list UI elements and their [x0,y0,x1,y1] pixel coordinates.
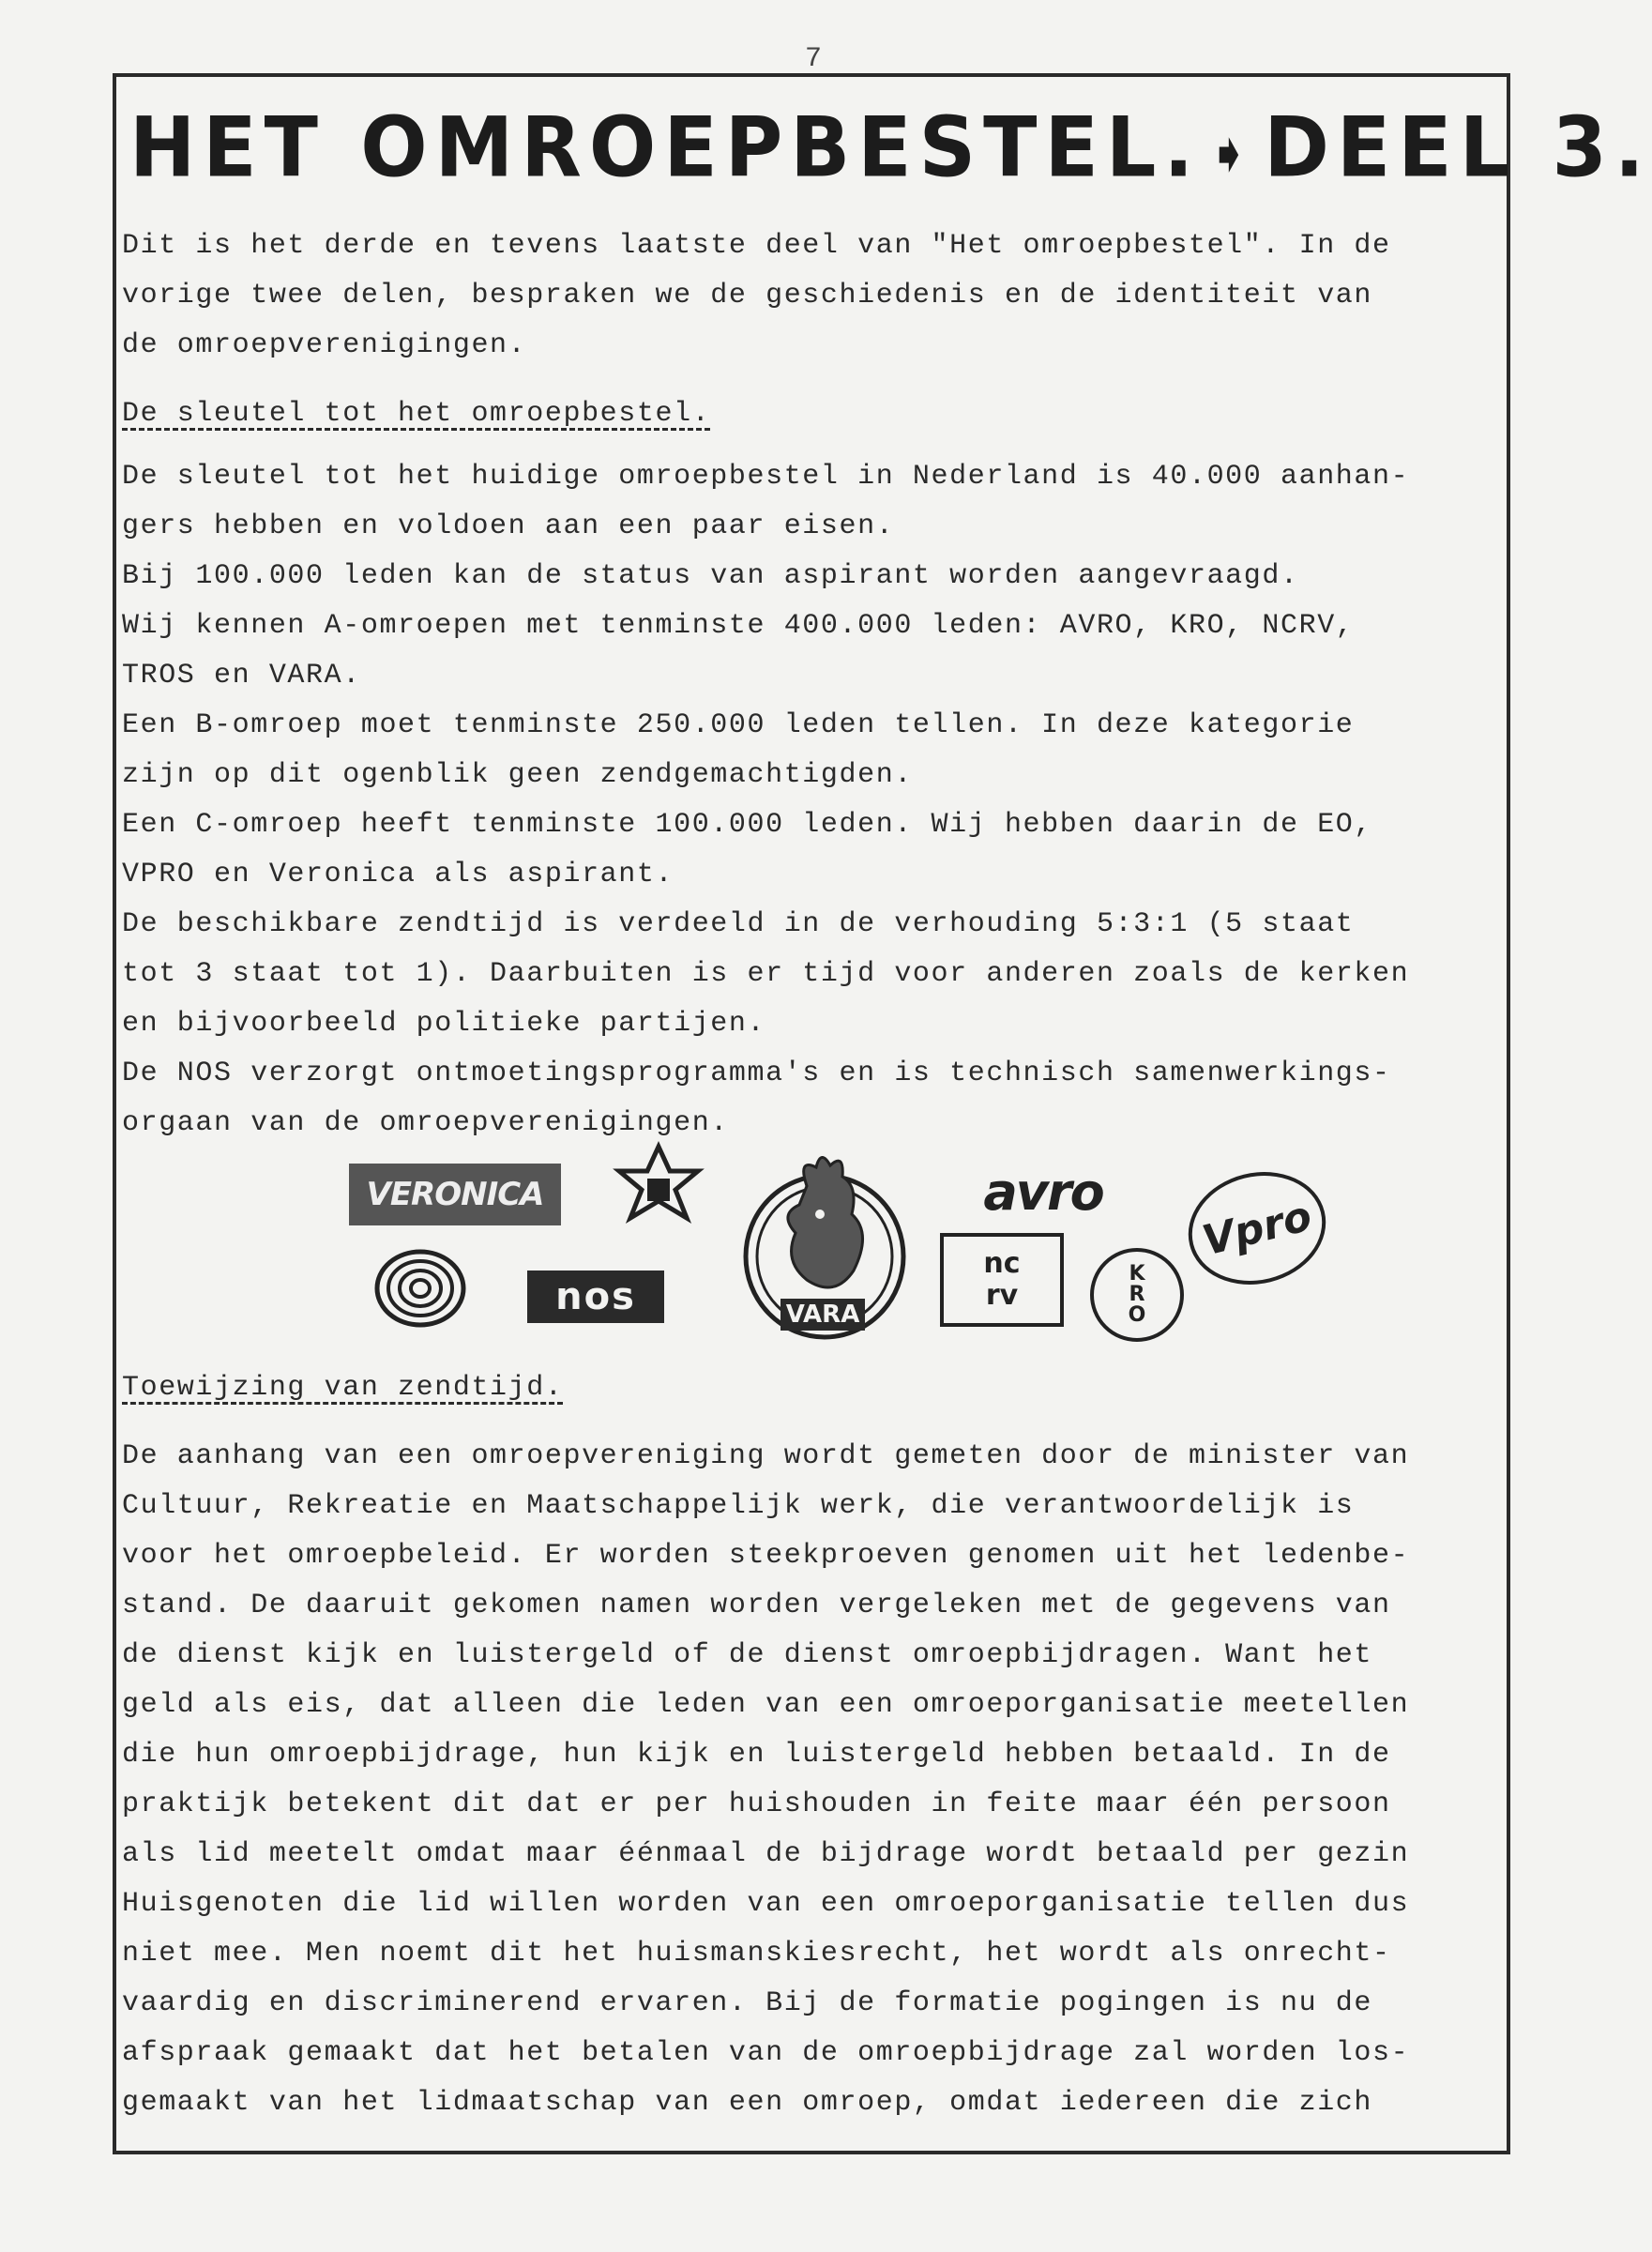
section-heading-sleutel: De sleutel tot het omroepbestel. [122,398,711,430]
eo-star-emblem-icon [612,1143,705,1237]
title-right: DEEL 3. [1264,99,1652,196]
vara-logo-label: VARA [781,1299,865,1331]
vpro-logo: Vpro [1176,1158,1338,1299]
section-body-sleutel: De sleutel tot het huidige omroepbestel in Nederland is 40.000 aanhan- gers hebben en voldoen aan een paar eisen. Bij 100.000 leden kan de status van aspirant worden aangevraagd. Wij kennen A-omroepen met tenminste 400.000 leden: AVRO, KRO, NCRV, TROS en VARA. Een B-omroep moet tenminste 250.000 leden tellen. In deze kategorie zijn op dit ogenblik geen zendgemachtigden. Een C-omroep heeft tenminste 100.000 leden. Wij hebben daarin de EO, VPRO en Veronica als aspirant. De beschikbare zendtijd is verdeeld in de verhouding 5:3:1 (5 staat tot 3 staat tot 1). Daarbuiten is er tijd voor anderen zoals de kerken en bijvoorbeeld politieke partijen. De NOS verzorgt ontmoetingsprogramma's en is technisch samenwerkings- orgaan van de omroepverenigingen. [122,461,1410,1139]
section-heading-toewijzing: Toewijzing van zendtijd. [122,1372,564,1404]
veronica-logo: VERONICA [349,1164,561,1225]
arrow-icon: ➧ [1206,121,1259,186]
page-number: 7 [805,43,823,75]
ncrv-logo [940,1233,1064,1327]
nos-logo: nos [527,1271,664,1323]
tros-circle-emblem-icon [373,1248,467,1329]
ncrv-logo-bottom: rv [985,1279,1019,1312]
kro-logo-r: R [1129,1283,1145,1306]
intro-paragraph: Dit is het derde en tevens laatste deel van "Het omroepbestel". In de vorige twee delen, bespraken we de geschiedenis en de identiteit van de omroepverenigingen. [122,230,1391,361]
kro-logo-o: O [1128,1303,1146,1327]
title-left: HET OMROEPBESTEL. [129,99,1202,196]
article-title [129,99,1652,196]
kro-logo-k: K [1129,1262,1145,1286]
section-body-toewijzing: De aanhang van een omroepvereniging wordt gemeten door de minister van Cultuur, Rekreatie en Maatschappelijk werk, die verantwoordelijk is voor het omroepbeleid. Er worden steekproeven genomen uit het ledenbe- stand. De daaruit gekomen namen worden vergeleken met de gegevens van de dienst kijk en luistergeld of de dienst omroepbijdragen. Want het geld als eis, dat alleen die leden van een omroeporganisatie meetellen die hun omroepbijdrage, hun kijk en luistergeld hebben betaald. In de praktijk betekent dit dat er per huishouden in feite maar één persoon als lid meetelt omdat maar éénmaal de bijdrage wordt betaald per gezin Huisgenoten die lid willen worden van een omroeporganisatie tellen dus niet mee. Men noemt dit het huismanskiesrecht, het wordt als onrecht- vaardig en discriminerend ervaren. Bij de formatie pogingen is nu de afspraak gemaakt dat het betalen van de omroepbijdrage zal worden los- gemaakt van het lidmaatschap van een omroep, omdat iedereen die zich [122,1440,1410,2119]
avro-logo: avro [983,1162,1103,1222]
kro-logo [1090,1248,1184,1342]
ncrv-logo-top: nc [983,1247,1021,1280]
